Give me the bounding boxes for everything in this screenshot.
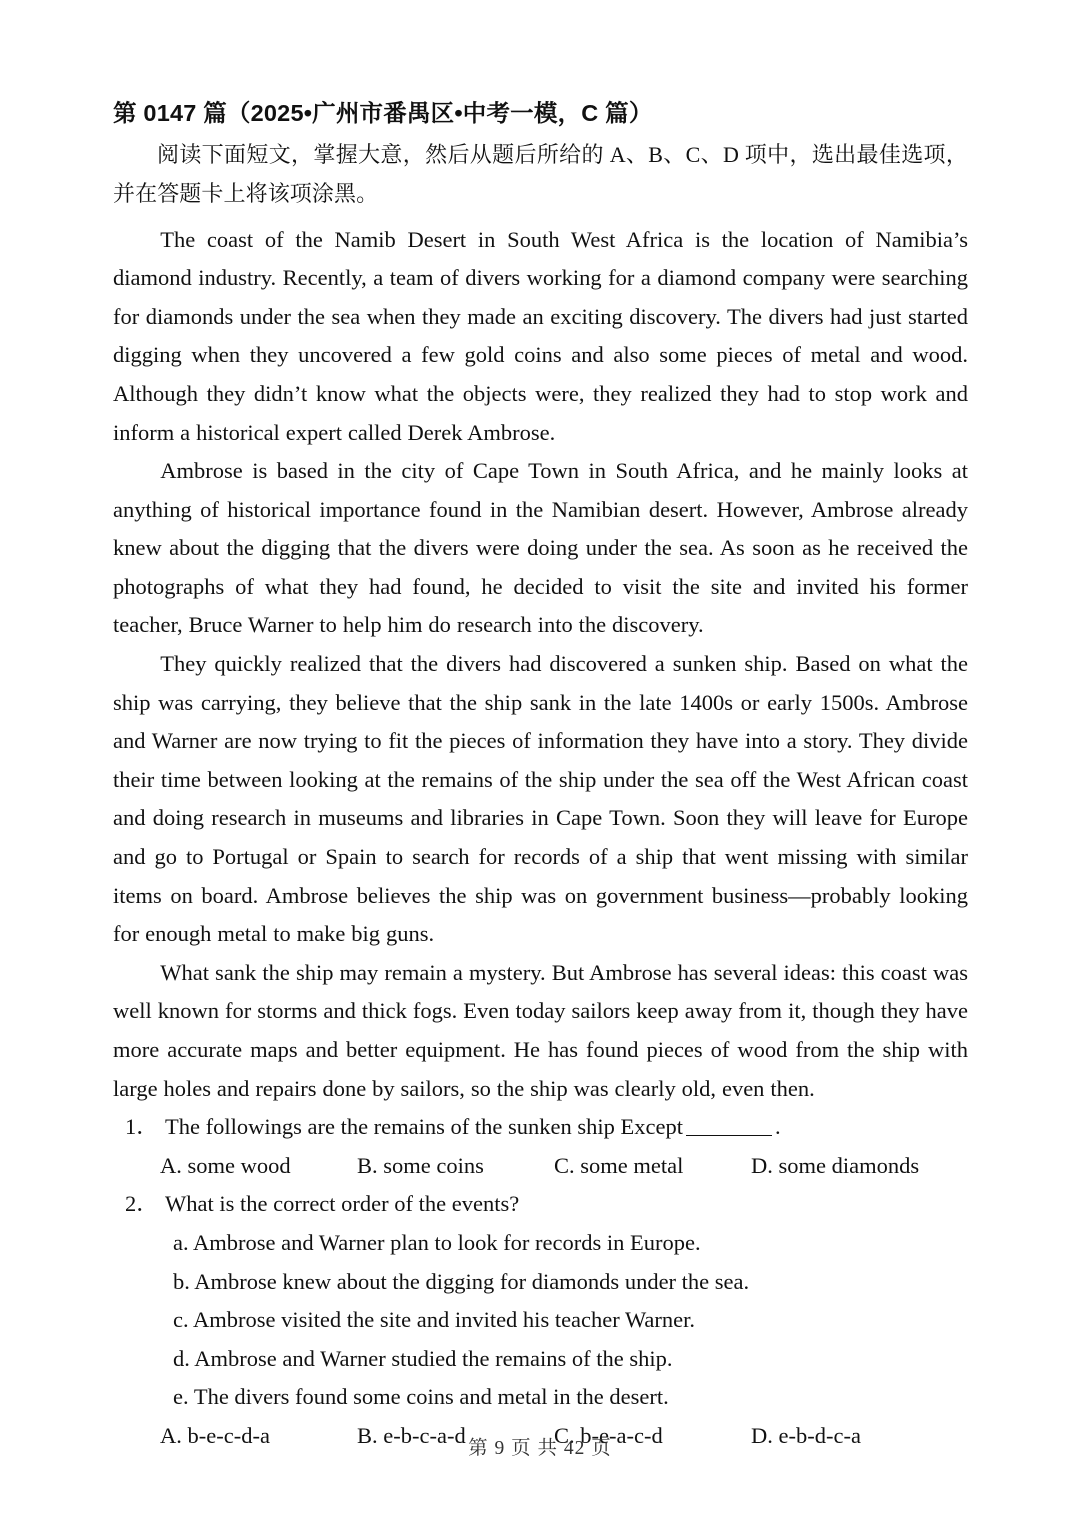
- question-2-event-a: a. Ambrose and Warner plan to look for records in Europe.: [173, 1229, 701, 1255]
- exam-instruction: 阅读下面短文，掌握大意，然后从题后所给的 A、B、C、D 项中，选出最佳选项，并在答题卡上将该项涂黑。: [113, 141, 968, 206]
- question-2-event-d: d. Ambrose and Warner studied the remains of the ship.: [173, 1345, 673, 1371]
- option-a[interactable]: A. some wood: [160, 1152, 291, 1178]
- page-title: 第 0147 篇（2025•广州市番禺区•中考一模，C 篇）: [113, 100, 653, 126]
- passage-paragraph-3: They quickly realized that the divers had discovered a sunken ship. Based on what the ship was carrying, they believe that the ship sank in the late 1400s or early 1500s. Ambrose and Warner are now trying to fit the pieces of information they have into a story. They divide their time between looking at the remains of the ship under the sea off the West African coast and doing research in museums and libraries in Cape Town. Soon they will leave for Europe and go to Portugal or Spain to search for records of a ship that went missing with similar items on board. Ambrose believes the ship was on government business—probably looking for enough metal to make big guns.: [113, 651, 968, 947]
- question-2-event-b: b. Ambrose knew about the digging for diamonds under the sea.: [173, 1268, 750, 1294]
- passage-paragraph-4: What sank the ship may remain a mystery. But Ambrose has several ideas: this coast was well known for storms and thick fogs. Even today sailors keep away from it, though they have more accurate maps and better equipment. He has found pieces of wood from the ship with large holes and repairs done by sailors, so the ship was clearly old, even then.: [113, 959, 968, 1101]
- option-a[interactable]: A. b-e-c-d-a: [160, 1422, 270, 1448]
- question-1-stem-text: The followings are the remains of the sunken ship Except: [165, 1114, 683, 1140]
- question-1: [113, 1108, 968, 1185]
- question-2-stem: [125, 1185, 968, 1224]
- page-footer: 第 9 页 共 42 页: [468, 1438, 612, 1459]
- option-b[interactable]: B. some coins: [357, 1152, 484, 1178]
- question-1-options: [160, 1147, 968, 1186]
- option-c[interactable]: C. some metal: [554, 1152, 684, 1178]
- question-2: [113, 1185, 968, 1455]
- question-1-stem: [125, 1108, 968, 1147]
- passage-paragraph-1: The coast of the Namib Desert in South West Africa is the location of Namibia’s diamond industry. Recently, a team of divers working for a diamond company were searching for diamonds under the sea when they made an exciting discovery. The divers had just started digging when they uncovered a few gold coins and also some pieces of metal and wood. Although they didn’t know what the objects were, they realized they had to stop work and inform a historical expert called Derek Ambrose.: [113, 226, 968, 445]
- question-1-stem-tail: .: [774, 1114, 781, 1140]
- answer-blank[interactable]: [686, 1135, 772, 1136]
- question-2-stem-text: What is the correct order of the events?: [165, 1191, 520, 1217]
- option-d[interactable]: D. e-b-d-c-a: [751, 1422, 861, 1448]
- option-b[interactable]: B. e-b-c-a-d: [357, 1422, 466, 1448]
- option-c[interactable]: C. b-e-a-c-d: [554, 1422, 663, 1448]
- question-2-event-e: e. The divers found some coins and metal in the desert.: [173, 1384, 669, 1410]
- page-content: [113, 98, 968, 1456]
- passage-paragraph-2: Ambrose is based in the city of Cape Town in South Africa, and he mainly looks at anything of historical importance found in the Namibian desert. However, Ambrose already knew about the digging that the divers were doing under the sea. As soon as he received the photographs of what they had found, he decided to visit the site and invited his former teacher, Bruce Warner to help him do research into the discovery.: [113, 458, 968, 638]
- question-2-number: 2．: [125, 1191, 159, 1217]
- option-d[interactable]: D. some diamonds: [751, 1152, 920, 1178]
- question-2-event-c: c. Ambrose visited the site and invited his teacher Warner.: [173, 1307, 696, 1333]
- question-1-number: 1．: [125, 1114, 159, 1140]
